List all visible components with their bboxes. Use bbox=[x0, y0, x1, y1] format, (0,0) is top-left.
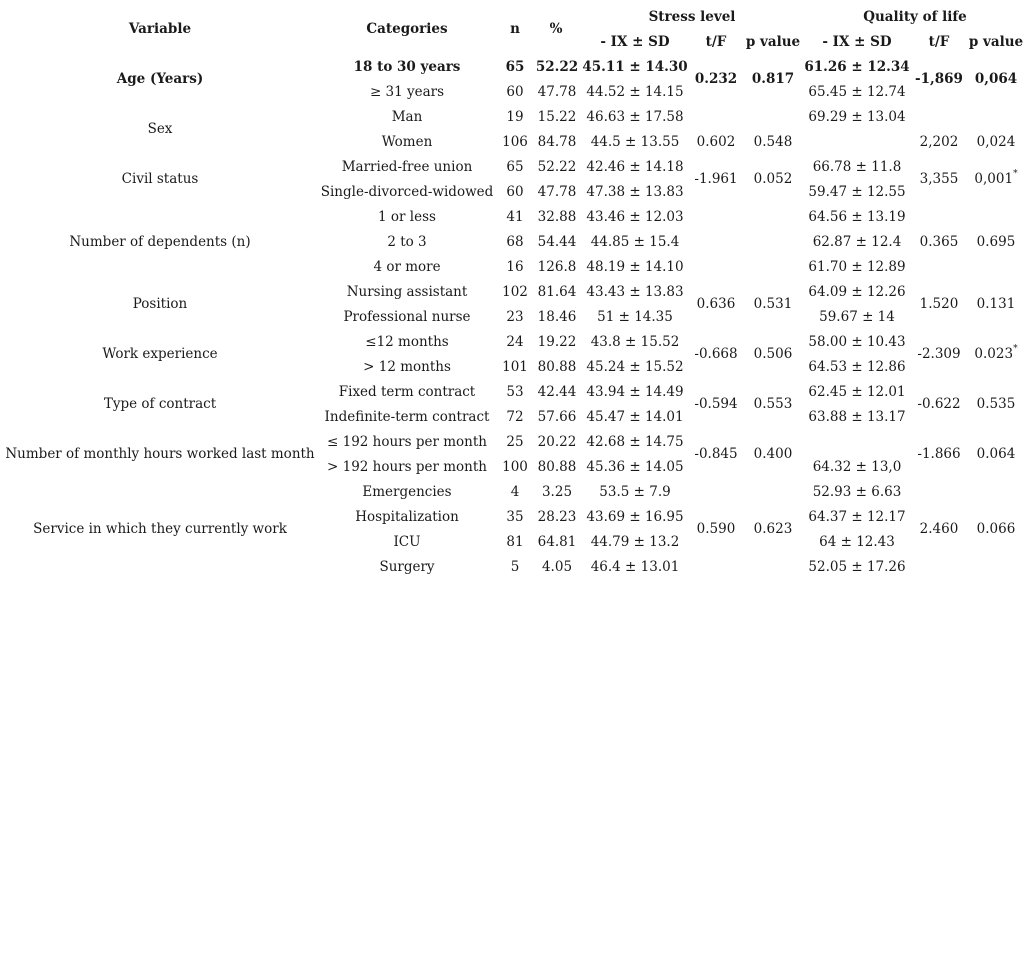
row-category: Man bbox=[391, 109, 423, 125]
row-n: 23 bbox=[506, 309, 524, 325]
row-qol-mean-sd: 52.93 ± 6.63 bbox=[812, 484, 902, 500]
row-percent: 126.8 bbox=[537, 259, 577, 275]
header-stress-tf: t/F bbox=[705, 34, 727, 50]
group-stress-pvalue: 0.531 bbox=[753, 296, 793, 312]
row-qol-mean-sd: 62.45 ± 12.01 bbox=[808, 384, 906, 400]
group-qol-pvalue bbox=[977, 234, 1016, 250]
row-percent: 20.22 bbox=[537, 434, 577, 450]
row-qol-mean-sd: 64.53 ± 12.86 bbox=[808, 359, 906, 375]
group-stress-tf: -1.961 bbox=[694, 171, 738, 187]
group-stress-pvalue: 0.052 bbox=[753, 171, 793, 187]
group-variable-label: Age (Years) bbox=[116, 71, 204, 87]
row-qol-mean-sd: 59.67 ± 14 bbox=[819, 309, 895, 325]
row-qol-mean-sd: 61.70 ± 12.89 bbox=[808, 259, 906, 275]
group-qol-tf: 2,202 bbox=[919, 134, 959, 150]
row-stress-mean-sd: 46.63 ± 17.58 bbox=[586, 109, 684, 125]
row-n: 5 bbox=[510, 559, 520, 575]
group-stress-pvalue: 0.548 bbox=[753, 134, 793, 150]
header-stress-pvalue: p value bbox=[745, 34, 801, 50]
group-qol-pvalue bbox=[975, 71, 1017, 87]
qol-pvalue-text: 0,064 bbox=[974, 71, 1018, 87]
row-category: 2 to 3 bbox=[387, 234, 427, 250]
row-qol-mean-sd: 64.32 ± 13,0 bbox=[812, 459, 902, 475]
row-stress-mean-sd: 43.69 ± 16.95 bbox=[586, 509, 684, 525]
row-category: ≤12 months bbox=[365, 334, 449, 350]
header-stress-level: Stress level bbox=[648, 9, 736, 25]
row-n: 19 bbox=[506, 109, 524, 125]
row-category: 18 to 30 years bbox=[353, 59, 461, 75]
group-qol-tf: -2.309 bbox=[917, 346, 961, 362]
row-percent: 52.22 bbox=[535, 59, 579, 75]
row-stress-mean-sd: 43.94 ± 14.49 bbox=[586, 384, 684, 400]
row-stress-mean-sd: 44.79 ± 13.2 bbox=[590, 534, 680, 550]
row-qol-mean-sd: 66.78 ± 11.8 bbox=[812, 159, 902, 175]
group-variable-label: Sex bbox=[147, 121, 173, 137]
row-n: 65 bbox=[506, 159, 524, 175]
group-stress-tf: -0.668 bbox=[694, 346, 738, 362]
header-quality-of-life: Quality of life bbox=[863, 9, 967, 25]
row-percent: 64.81 bbox=[537, 534, 577, 550]
row-percent: 54.44 bbox=[537, 234, 577, 250]
group-stress-pvalue: 0.553 bbox=[753, 396, 793, 412]
header-percent: % bbox=[549, 21, 563, 37]
row-qol-mean-sd: 52.05 ± 17.26 bbox=[808, 559, 906, 575]
row-n: 4 bbox=[510, 484, 520, 500]
header-qol-tf: t/F bbox=[928, 34, 950, 50]
row-n: 16 bbox=[506, 259, 524, 275]
row-category: 1 or less bbox=[378, 209, 436, 225]
qol-pvalue-text: 0.064 bbox=[976, 446, 1016, 462]
row-stress-mean-sd: 44.85 ± 15.4 bbox=[590, 234, 680, 250]
row-n: 72 bbox=[506, 409, 524, 425]
row-qol-mean-sd: 65.45 ± 12.74 bbox=[808, 84, 906, 100]
row-qol-mean-sd: 64.37 ± 12.17 bbox=[808, 509, 906, 525]
row-n: 100 bbox=[502, 459, 528, 475]
qol-pvalue-text: 0.535 bbox=[976, 396, 1016, 412]
row-stress-mean-sd: 42.68 ± 14.75 bbox=[586, 434, 684, 450]
group-variable-label: Number of monthly hours worked last month bbox=[5, 446, 315, 462]
row-n: 24 bbox=[506, 334, 524, 350]
significance-marker: * bbox=[1013, 168, 1018, 179]
row-stress-mean-sd: 45.47 ± 14.01 bbox=[586, 409, 684, 425]
header-categories: Categories bbox=[366, 21, 448, 37]
row-category: ≤ 192 hours per month bbox=[327, 434, 487, 450]
row-stress-mean-sd: 43.43 ± 13.83 bbox=[586, 284, 684, 300]
qol-pvalue-text: 0,001 bbox=[974, 171, 1014, 187]
group-stress-pvalue: 0.817 bbox=[751, 71, 795, 87]
header-qol-pvalue: p value bbox=[968, 34, 1024, 50]
qol-pvalue-text: 0.695 bbox=[976, 234, 1016, 250]
row-qol-mean-sd: 64.56 ± 13.19 bbox=[808, 209, 906, 225]
row-category: Single-divorced-widowed bbox=[320, 184, 494, 200]
row-category: ≥ 31 years bbox=[369, 84, 445, 100]
row-qol-mean-sd: 64.09 ± 12.26 bbox=[808, 284, 906, 300]
row-percent: 3.25 bbox=[541, 484, 573, 500]
row-percent: 4.05 bbox=[541, 559, 573, 575]
row-n: 41 bbox=[506, 209, 524, 225]
row-stress-mean-sd: 45.24 ± 15.52 bbox=[586, 359, 684, 375]
group-variable-label: Position bbox=[132, 296, 188, 312]
qol-pvalue-text: 0.023 bbox=[974, 346, 1014, 362]
row-stress-mean-sd: 45.11 ± 14.30 bbox=[582, 59, 688, 75]
row-percent: 19.22 bbox=[537, 334, 577, 350]
row-category: 4 or more bbox=[373, 259, 441, 275]
group-qol-tf: 0.365 bbox=[919, 234, 959, 250]
group-qol-tf: -0.622 bbox=[917, 396, 961, 412]
row-n: 35 bbox=[506, 509, 524, 525]
group-qol-pvalue bbox=[974, 168, 1018, 187]
row-n: 81 bbox=[506, 534, 524, 550]
row-category: Fixed term contract bbox=[338, 384, 476, 400]
row-qol-mean-sd: 64 ± 12.43 bbox=[819, 534, 895, 550]
row-category: Nursing assistant bbox=[346, 284, 468, 300]
significance-marker: * bbox=[1013, 343, 1018, 354]
row-percent: 80.88 bbox=[537, 459, 577, 475]
row-category: Hospitalization bbox=[355, 509, 459, 525]
group-stress-tf: 0.602 bbox=[696, 134, 736, 150]
row-stress-mean-sd: 44.52 ± 14.15 bbox=[586, 84, 684, 100]
row-n: 68 bbox=[506, 234, 524, 250]
header-n: n bbox=[510, 21, 520, 37]
row-n: 65 bbox=[505, 59, 525, 75]
group-stress-tf: 0.232 bbox=[694, 71, 738, 87]
row-category: Professional nurse bbox=[343, 309, 471, 325]
row-n: 101 bbox=[502, 359, 528, 375]
row-n: 53 bbox=[506, 384, 524, 400]
group-stress-tf: -0.845 bbox=[694, 446, 738, 462]
row-qol-mean-sd: 59.47 ± 12.55 bbox=[808, 184, 906, 200]
row-percent: 80.88 bbox=[537, 359, 577, 375]
row-percent: 52.22 bbox=[537, 159, 577, 175]
header-variable: Variable bbox=[128, 21, 192, 37]
row-category: > 192 hours per month bbox=[327, 459, 487, 475]
group-qol-tf: -1,869 bbox=[915, 71, 963, 87]
row-qol-mean-sd: 69.29 ± 13.04 bbox=[808, 109, 906, 125]
group-qol-pvalue bbox=[977, 296, 1016, 312]
row-category: Indefinite-term contract bbox=[324, 409, 490, 425]
group-qol-pvalue bbox=[974, 343, 1018, 362]
group-qol-pvalue bbox=[977, 396, 1016, 412]
group-variable-label: Work experience bbox=[102, 346, 218, 362]
row-percent: 47.78 bbox=[537, 184, 577, 200]
row-category: Women bbox=[381, 134, 433, 150]
row-n: 60 bbox=[506, 84, 524, 100]
group-stress-tf: 0.590 bbox=[696, 521, 736, 537]
row-qol-mean-sd: 62.87 ± 12.4 bbox=[812, 234, 902, 250]
row-category: > 12 months bbox=[363, 359, 451, 375]
row-category: Emergencies bbox=[362, 484, 452, 500]
group-qol-pvalue bbox=[977, 521, 1016, 537]
row-percent: 47.78 bbox=[537, 84, 577, 100]
row-stress-mean-sd: 44.5 ± 13.55 bbox=[590, 134, 680, 150]
group-qol-pvalue bbox=[977, 134, 1016, 150]
group-stress-tf: -0.594 bbox=[694, 396, 738, 412]
header-stress-mean-sd: - IX ± SD bbox=[600, 34, 670, 50]
row-stress-mean-sd: 45.36 ± 14.05 bbox=[586, 459, 684, 475]
row-stress-mean-sd: 43.46 ± 12.03 bbox=[586, 209, 684, 225]
group-variable-label: Type of contract bbox=[103, 396, 217, 412]
group-qol-tf: 3,355 bbox=[919, 171, 959, 187]
row-n: 25 bbox=[506, 434, 524, 450]
row-category: Married-free union bbox=[341, 159, 473, 175]
row-percent: 28.23 bbox=[537, 509, 577, 525]
row-percent: 15.22 bbox=[537, 109, 577, 125]
row-percent: 42.44 bbox=[537, 384, 577, 400]
row-percent: 57.66 bbox=[537, 409, 577, 425]
qol-pvalue-text: 0,024 bbox=[976, 134, 1016, 150]
group-variable-label: Civil status bbox=[121, 171, 199, 187]
row-percent: 84.78 bbox=[537, 134, 577, 150]
row-stress-mean-sd: 47.38 ± 13.83 bbox=[586, 184, 684, 200]
row-stress-mean-sd: 46.4 ± 13.01 bbox=[590, 559, 680, 575]
group-qol-tf: -1.866 bbox=[917, 446, 961, 462]
row-n: 60 bbox=[506, 184, 524, 200]
row-n: 102 bbox=[502, 284, 528, 300]
row-stress-mean-sd: 42.46 ± 14.18 bbox=[586, 159, 684, 175]
group-variable-label: Number of dependents (n) bbox=[69, 234, 251, 250]
row-percent: 18.46 bbox=[537, 309, 577, 325]
row-qol-mean-sd: 63.88 ± 13.17 bbox=[808, 409, 906, 425]
row-stress-mean-sd: 43.8 ± 15.52 bbox=[590, 334, 680, 350]
qol-pvalue-text: 0.066 bbox=[976, 521, 1016, 537]
row-qol-mean-sd: 61.26 ± 12.34 bbox=[804, 59, 910, 75]
group-stress-pvalue: 0.400 bbox=[753, 446, 793, 462]
row-qol-mean-sd: 58.00 ± 10.43 bbox=[808, 334, 906, 350]
row-n: 106 bbox=[502, 134, 528, 150]
group-qol-tf: 2.460 bbox=[919, 521, 959, 537]
group-qol-pvalue bbox=[977, 446, 1016, 462]
row-stress-mean-sd: 53.5 ± 7.9 bbox=[599, 484, 671, 500]
row-stress-mean-sd: 51 ± 14.35 bbox=[597, 309, 673, 325]
group-qol-tf: 1.520 bbox=[919, 296, 959, 312]
row-category: ICU bbox=[393, 534, 421, 550]
row-stress-mean-sd: 48.19 ± 14.10 bbox=[586, 259, 684, 275]
row-percent: 32.88 bbox=[537, 209, 577, 225]
qol-pvalue-text: 0.131 bbox=[976, 296, 1016, 312]
group-stress-pvalue: 0.506 bbox=[753, 346, 793, 362]
group-stress-tf: 0.636 bbox=[696, 296, 736, 312]
group-variable-label: Service in which they currently work bbox=[33, 521, 287, 537]
header-qol-mean-sd: - IX ± SD bbox=[822, 34, 892, 50]
row-percent: 81.64 bbox=[537, 284, 577, 300]
group-stress-pvalue: 0.623 bbox=[753, 521, 793, 537]
row-category: Surgery bbox=[379, 559, 435, 575]
